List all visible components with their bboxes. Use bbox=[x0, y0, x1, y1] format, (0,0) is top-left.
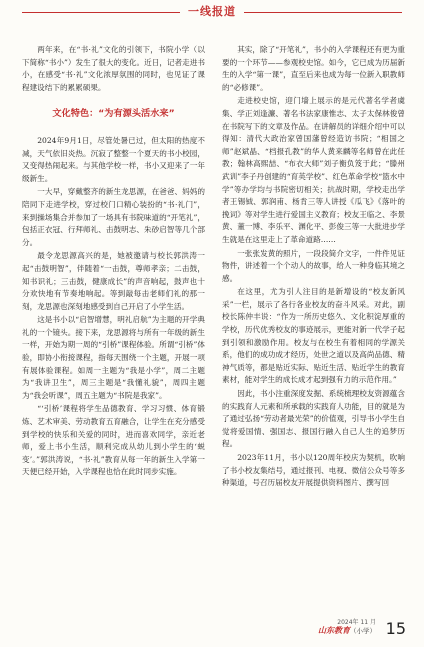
publication-brand bbox=[318, 625, 376, 636]
brand-name: 山东教育 bbox=[318, 625, 350, 635]
right-column bbox=[222, 44, 405, 490]
section-title: 一线报道 bbox=[180, 3, 244, 19]
paragraph: 2023年11月，书小以120周年校庆为契机，吹响了书小校友集结号，通过报刊、电视、微信公众号等多种渠道，号召历届校友开展提供资料图片、撰写回 bbox=[222, 453, 405, 488]
paragraph: 因此，书小注重深度发掘、系统梳理校友资源蕴含的实践育人元素和所承载的实践育人功能，目的就是为了通过弘扬“劳动者最光荣”的价值观，引导书小学生自觉将爱国情、强国志、报国行融入自己人生的追梦历程。 bbox=[222, 389, 405, 449]
section-header bbox=[0, 0, 424, 22]
issue-date: 2024年 11 月 bbox=[337, 619, 376, 626]
paragraph: 最令龙思源高兴的是，她被邀请与校长郭洪涛一起“击鼓明智”，伴随着“一击鼓，尊师孝亲；二击鼓，知书识礼；三击鼓，健康成长”的声音响起，鼓声也十分欢快地有节奏地响起。等到敲每击老师们礼的那一刻，龙思源也深刻地感受到自己开启了小学生活。 bbox=[22, 251, 205, 311]
paragraph: 一大早，穿戴整齐的新生龙思源，在爸爸、妈妈的陪同下走进学校，穿过校门口精心装扮的“书·礼门”，来到操场集合并参加了一场具有书院味道的“开笔礼”，包括正衣冠、行拜师礼、击鼓明志、朱砂启智等几个部分。 bbox=[22, 187, 205, 247]
paragraph: 走进校史馆，迎门墙上展示的是元代著名学者虞集、学正刘逢濂、著名书法家康惟志、太子太保林俊曾在书院写下的文章及作品。在讲解员的详细介绍中可以得知：清代大政治家曾国藩曾经造访书院；“相国之师”赵斌晶、“档报孔教”的华人黄来麟等名师曾在此任教；翰林高熙喆、“布衣大师”刘子衡负笈于此；“滕州武训”李子丹创建的“育英学校”、红色革命学校“篮水中学”等办学均与书院密切相关；抗战时期，学校走出学者王锡钺、郭润甫、杨肯三等人讲授《瓜飞》《落叶的挽词》等对学生进行爱国主义教育；校友王临之、李景黄、董一博、李乐平、渊化平、彭俊三等一大批进步学生就是在这里走上了革命道路…… bbox=[222, 96, 405, 244]
paragraph: 一张张发黄的照片，一段段简介文字，一件件见证物件，讲述着一个个动人的故事，给人一种身临其境之感。 bbox=[222, 248, 405, 283]
paragraph: 在这里，尤为引人注目的是新增设的“校友新风采”一栏，展示了各行各业校友的奋斗风采。对此，副校长陈仲丰说：“作为一所历史悠久、文化积淀厚重的学校，历代优秀校友的事迹展示，更能对新一代学子起到引领和激励作用。校友与在校生有着相同的学源关系，他们的成功成才经历，处世之道以及高尚品德、精神气质等，都是贴近实际、贴近生活、贴近学生的教育素材，能对学生的成长成才起到强有力的示范作用。” bbox=[222, 287, 405, 385]
paragraph: “‘引桥’课程将学生品德教育、学习习惯、体育锻炼、艺术审美、劳动教育五育融合，让学生在充分感受到学校的快乐和关爱的同时，进而喜欢同学，亲近老师，爱上书小生活，顺利完成从幼儿到小学生的‘蜕变’。”郭洪涛说，“书·礼”教育从每一年的新生入学第一天便已经开始，入学课程也恰在此时同步实施。 bbox=[22, 404, 205, 477]
page-footer bbox=[0, 607, 424, 647]
subheading: 文化特色：“为有源头活水来” bbox=[52, 108, 175, 120]
intro-paragraph: 两年来，在“书·礼”文化的引领下，书院小学（以下简称“书小”）发生了很大的变化。近日，记者走进书小，在感受“书·礼”文化浓厚氛围的同时，也见证了课程建设结下的累累硕果。 bbox=[22, 45, 205, 92]
paragraph: 其实，除了“开笔礼”，书小的入学课程还有更为重要的一个环节——参观校史馆。如今，它已成为历届新生的入学“第一课”，直至后来也成为每一位新入职教师的“必修课”。 bbox=[222, 45, 405, 92]
brand-subtitle: （小学） bbox=[350, 627, 376, 635]
left-column bbox=[22, 44, 205, 479]
paragraph: 2024年9月1日，尽管处暑已过，但太阳的热度不减，天气依旧炎热。沉寂了整整一个夏天的书小校园，又变得热闹起来。与其他学校一样，书小又迎来了一年级新生。 bbox=[22, 135, 205, 183]
paragraph: 这是书小以“启智增慧，明礼启航”为主题的开学典礼的一个镜头。接下来，龙思源将与所有一年级的新生一样，开始为期一周的“引桥”课程体验。所谓“引桥”体验，即协小衔接课程，指每天围绕一个主题，开展一项有展体验课程。如周一主题为“我是小学”，周二主题为“我讲卫生”，周三主题是“我懂礼貌”，周四主题为“我会听课”，周五主题为“书院是我家”。 bbox=[22, 315, 205, 400]
page-number: 15 bbox=[385, 619, 406, 638]
